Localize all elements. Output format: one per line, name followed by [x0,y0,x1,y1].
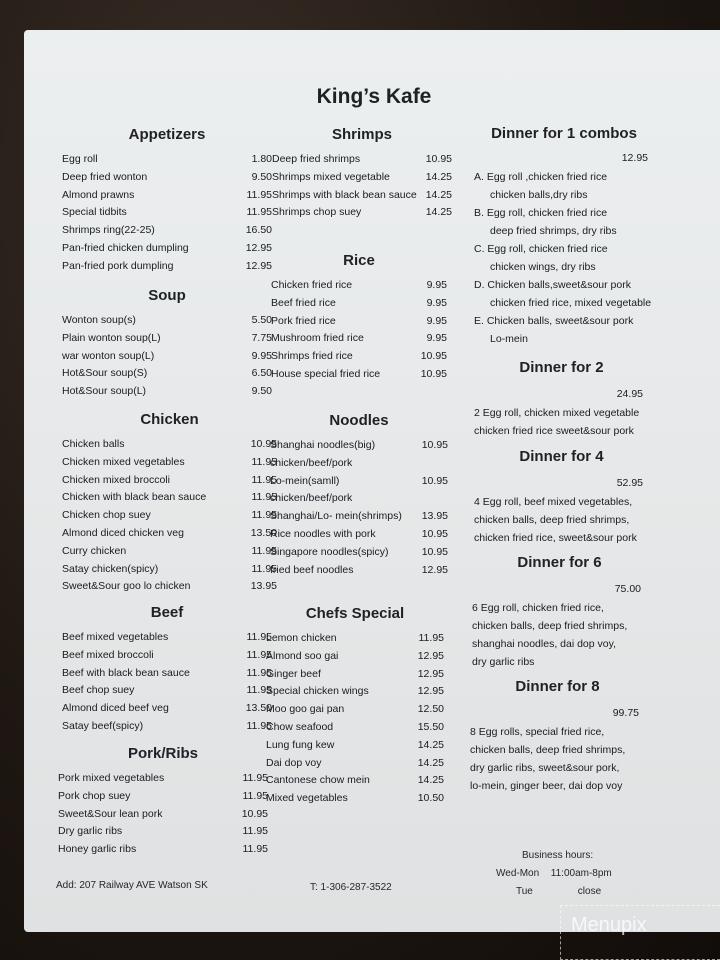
menu-item [266,648,444,666]
menu-item [62,330,272,348]
menu-item [271,330,447,348]
item-name: Lung fung kew [266,738,335,751]
item-name: Almond diced beef veg [62,702,169,715]
item-name: Pork chop suey [58,789,131,802]
item-price: 10.95 [421,474,448,487]
menu-item [62,629,272,647]
combo-price: 24.95 [616,388,643,400]
item-name: Almond prawns [62,188,135,201]
menu-item [270,437,448,455]
item-price: 9.50 [251,385,272,398]
combo-line: chicken balls, deep fried shrimps, [472,620,628,632]
combo-line: 6 Egg roll, chicken fried rice, [472,602,604,614]
item-price: 11.95 [246,206,272,219]
combo-line: Lo-mein [490,333,528,345]
item-price: 10.95 [421,545,448,558]
item-name: Shrimps fried rice [271,350,353,363]
menu-item [270,455,448,473]
item-name: Chicken mixed vegetables [62,455,185,468]
menu-item [266,737,444,755]
item-price: 11.95 [251,455,277,468]
item-price: 14.25 [417,756,444,769]
item-price: 10.95 [421,439,448,451]
item-name: chicken/beef/pork [270,456,353,469]
item-name: Dry garlic ribs [58,825,123,838]
item-price: 13.95 [421,510,448,523]
section-heading: Appetizers [128,126,206,143]
item-name: Shrimps chop suey [272,206,362,219]
item-price: 11.95 [246,719,272,732]
item-name: Satay chicken(spicy) [62,562,159,575]
menu-item [62,700,272,718]
menu-item [58,788,268,806]
item-name: fried beef noodles [270,563,354,576]
section-heading: Noodles [329,412,389,429]
item-name: Pan-fried chicken dumpling [62,241,189,254]
item-name: Mushroom fried rice [271,332,364,345]
item-price: 10.95 [241,807,268,820]
combo-line: A. Egg roll ,chicken fried rice [474,171,608,183]
menu-item [62,647,272,665]
item-price: 12.95 [421,563,448,576]
hours-days: Tue [516,886,533,897]
menu-item [272,204,452,222]
combo-line: D. Chicken balls,sweet&sour pork [474,279,631,291]
section-heading: Dinner for 6 [517,554,602,571]
item-price: 11.95 [251,562,277,575]
chefs-special-section [266,605,444,808]
menu-item [271,295,447,313]
menu-item [62,169,272,187]
item-price: 12.95 [417,667,444,680]
menu-item [272,187,452,205]
item-price: 12.95 [245,241,272,254]
item-name: Dai dop voy [266,756,322,769]
item-name: Shrimps mixed vegetable [272,170,390,183]
menu-item [62,489,277,507]
dinner-for-8-section [470,678,645,795]
section-heading: Shrimps [331,126,392,143]
combo-line: dry garlic ribs [472,656,535,668]
item-price: 10.95 [420,367,447,380]
item-name: Pork fried rice [271,314,336,327]
item-name: Lemon chicken [266,632,337,644]
item-price: 10.95 [250,438,277,450]
menu-item [271,366,447,384]
item-name: Almond diced chicken veg [62,526,184,539]
item-name: Beef chop suey [62,684,135,697]
item-price: 11.95 [246,648,272,661]
combo-line: 8 Egg rolls, special fried rice, [470,726,605,738]
combo-line: lo-mein, ginger beer, dai dop voy [470,780,623,792]
item-name: Special chicken wings [266,685,369,698]
item-price: 11.95 [242,789,268,802]
menu-item [62,578,277,596]
combo-line: chicken balls,dry ribs [490,189,588,201]
hours-row [516,886,601,897]
menu-item [266,701,444,719]
combo-line: chicken balls, deep fried shrimps, [470,744,626,756]
item-price: 12.95 [245,259,272,272]
menu-item [271,348,447,366]
menu-item [266,755,444,773]
item-name: Rice noodles with pork [270,527,376,540]
item-name: Deep fried wonton [62,170,148,183]
soup-section [62,287,272,401]
item-price: 11.95 [246,188,272,201]
item-price: 14.25 [417,738,444,751]
item-name: Sweet&Sour goo lo chicken [62,580,191,593]
combo-line: shanghai noodles, dai dop voy, [472,638,616,650]
item-name: Pan-fried pork dumpling [62,259,174,272]
item-price: 10.95 [425,153,452,165]
item-name: Beef with black bean sauce [62,666,190,679]
watermark-logo: Menupix [560,905,720,960]
menu-item [58,841,268,859]
menu-item [62,348,272,366]
item-price: 13.50 [245,702,272,715]
combo-line: chicken wings, dry ribs [490,261,596,273]
menu-item [62,240,272,258]
item-name: Shrimps with black bean sauce [272,188,417,201]
pork-ribs-section [58,745,268,859]
item-price: 14.25 [425,206,452,219]
menu-item [266,790,444,808]
combo-price: 99.75 [612,707,639,719]
item-name: Beef mixed broccoli [62,648,154,661]
menu-item [58,770,268,788]
combo-line: B. Egg roll, chicken fried rice [474,207,608,219]
item-name: Sweet&Sour lean pork [58,807,163,820]
address: Add: 207 Railway AVE Watson SK [56,880,208,891]
item-price: 9.95 [426,296,447,309]
item-price: 9.95 [251,349,272,362]
item-name: Hot&Sour soup(L) [62,385,147,398]
menu-item [266,772,444,790]
item-price: 11.95 [242,843,268,856]
item-name: Chicken balls [62,438,125,450]
item-price: 11.95 [246,666,272,679]
combo-line: E. Chicken balls, sweet&sour pork [474,315,634,327]
item-name: Beef fried rice [271,296,336,309]
item-price: 14.25 [425,170,452,183]
combo-line: chicken fried rice, mixed vegetable [490,297,652,309]
item-name: Beef mixed vegetables [62,631,169,643]
menu-item [62,204,272,222]
menu-item [58,823,268,841]
item-price: 9.50 [251,170,272,183]
item-price: 11.95 [251,473,277,486]
item-name: Cantonese chow mein [266,774,370,787]
menu-item [271,277,447,295]
hours-time: 11:00am-8pm [550,868,612,879]
item-price: 11.95 [418,632,444,644]
menu-item [272,151,452,169]
combo-line: C. Egg roll, chicken fried rice [474,243,608,255]
menu-item [266,666,444,684]
section-heading: Dinner for 1 combos [491,125,637,142]
item-price: 14.25 [425,188,452,201]
item-price: 11.95 [242,825,268,838]
combo-line: chicken fried rice, sweet&sour pork [474,532,637,544]
item-name: Ginger beef [266,667,321,680]
section-heading: Pork/Ribs [127,745,199,762]
item-price: 13.95 [250,580,277,593]
item-price: 9.95 [426,314,447,327]
item-price: 10.50 [417,792,444,805]
item-price: 7.75 [251,331,272,344]
menu-item [62,665,272,683]
combo-price: 75.00 [614,583,641,595]
item-name: Chicken chop suey [62,509,151,522]
item-price: 5.50 [251,314,272,326]
menu-sheet [24,30,720,932]
dinner-for-4-section [474,448,649,547]
combo-price: 52.95 [616,477,643,489]
menu-item [62,365,272,383]
item-price: 11.95 [251,544,277,557]
menu-item [270,544,448,562]
menu-item [62,718,272,736]
item-price: 6.50 [251,367,272,380]
item-price: 13.50 [250,526,277,539]
item-name: Plain wonton soup(L) [62,331,161,344]
item-name: Shanghai noodles(big) [270,439,376,451]
item-name: Singapore noodles(spicy) [270,545,389,558]
combo-line: dry garlic ribs, sweet&sour pork, [470,762,620,774]
chicken-section [62,411,277,596]
menu-item [62,383,272,401]
section-heading: Beef [150,604,184,621]
noodles-section [270,412,448,579]
section-heading: Dinner for 8 [515,678,600,695]
menu-item [270,526,448,544]
item-name: Lo-mein(samll) [270,474,340,487]
menu-item [62,454,277,472]
item-name: war wonton soup(L) [62,349,155,362]
item-price: 9.95 [426,332,447,345]
item-name: Almond soo gai [266,649,339,662]
hours-row [496,868,612,879]
menu-item [272,169,452,187]
item-price: 11.95 [246,684,272,697]
item-name: Chicken with black bean sauce [62,491,207,504]
item-name: Wonton soup(s) [62,314,136,326]
combo-line: deep fried shrimps, dry ribs [490,225,617,237]
item-name: chicken/beef/pork [270,492,353,505]
appetizers-section [62,126,272,276]
item-price: 10.95 [420,350,447,363]
menu-item [266,719,444,737]
menu-item [62,472,277,490]
item-name: House special fried rice [271,367,381,380]
hours-days: Wed-Mon [496,868,540,879]
shrimps-section [272,126,452,222]
menu-item [62,436,277,454]
item-name: Shanghai/Lo- mein(shrimps) [270,510,402,523]
item-name: Honey garlic ribs [58,843,137,856]
menu-item [62,682,272,700]
section-heading: Soup [148,287,186,304]
item-price: 1.80 [251,153,272,165]
item-price: 11.95 [242,772,268,784]
menu-item [62,525,277,543]
item-name: Curry chicken [62,544,127,557]
menu-item [270,562,448,580]
item-name: Special tidbits [62,206,127,219]
section-heading: Chicken [140,411,199,428]
combo-line: 4 Egg roll, beef mixed vegetables, [474,496,633,508]
item-price: 9.95 [426,279,447,291]
item-price: 12.50 [417,703,444,716]
item-price: 12.95 [417,685,444,698]
section-heading: Chefs Special [305,605,405,622]
menu-item [62,507,277,525]
item-name: Deep fried shrimps [272,153,361,165]
item-name: Moo goo gai pan [266,703,345,716]
item-name: Chow seafood [266,720,334,733]
menu-item [62,312,272,330]
menu-item [58,806,268,824]
menu-item [270,473,448,491]
menu-item [266,683,444,701]
item-name: Chicken fried rice [271,279,353,291]
menu-item [62,187,272,205]
combo-line: chicken fried rice sweet&sour pork [474,425,634,437]
menu-item [62,543,277,561]
restaurant-title: King’s Kafe [316,85,432,108]
section-heading: Dinner for 2 [519,359,604,376]
combo-line: chicken balls, deep fried shrimps, [474,514,630,526]
menu-item [266,630,444,648]
menu-item [271,313,447,331]
business-hours-title: Business hours: [522,850,594,861]
item-price: 14.25 [417,774,444,787]
dinner-for-2-section [474,359,649,440]
item-name: Shrimps ring(22-25) [62,224,155,237]
item-name: Mixed vegetables [266,792,348,805]
beef-section [62,604,272,736]
phone-number: T: 1-306-287-3522 [310,882,392,893]
item-price: 16.50 [245,224,272,237]
item-price: 15.50 [417,720,444,733]
hours-time: close [577,886,602,897]
rice-section [271,252,447,384]
item-name: Pork mixed vegetables [58,772,165,784]
combo-price: 12.95 [621,152,648,164]
menu-item [62,151,272,169]
item-price: 11.95 [251,491,277,504]
section-heading: Rice [343,252,375,269]
item-name: Satay beef(spicy) [62,719,144,732]
item-name: Chicken mixed broccoli [62,473,170,486]
combo-line: 2 Egg roll, chicken mixed vegetable [474,407,640,419]
item-price: 12.95 [417,649,444,662]
menu-item [270,490,448,508]
item-name: Egg roll [62,153,98,165]
item-price: 11.95 [251,509,277,522]
item-price: 11.95 [246,631,272,643]
menu-item [62,561,277,579]
menu-item [62,258,272,276]
dinner-for-1-section [474,125,654,348]
menu-item [270,508,448,526]
item-price: 10.95 [421,527,448,540]
menu-item [62,222,272,240]
section-heading: Dinner for 4 [519,448,604,465]
item-name: Hot&Sour soup(S) [62,367,148,380]
dinner-for-6-section [472,554,647,671]
